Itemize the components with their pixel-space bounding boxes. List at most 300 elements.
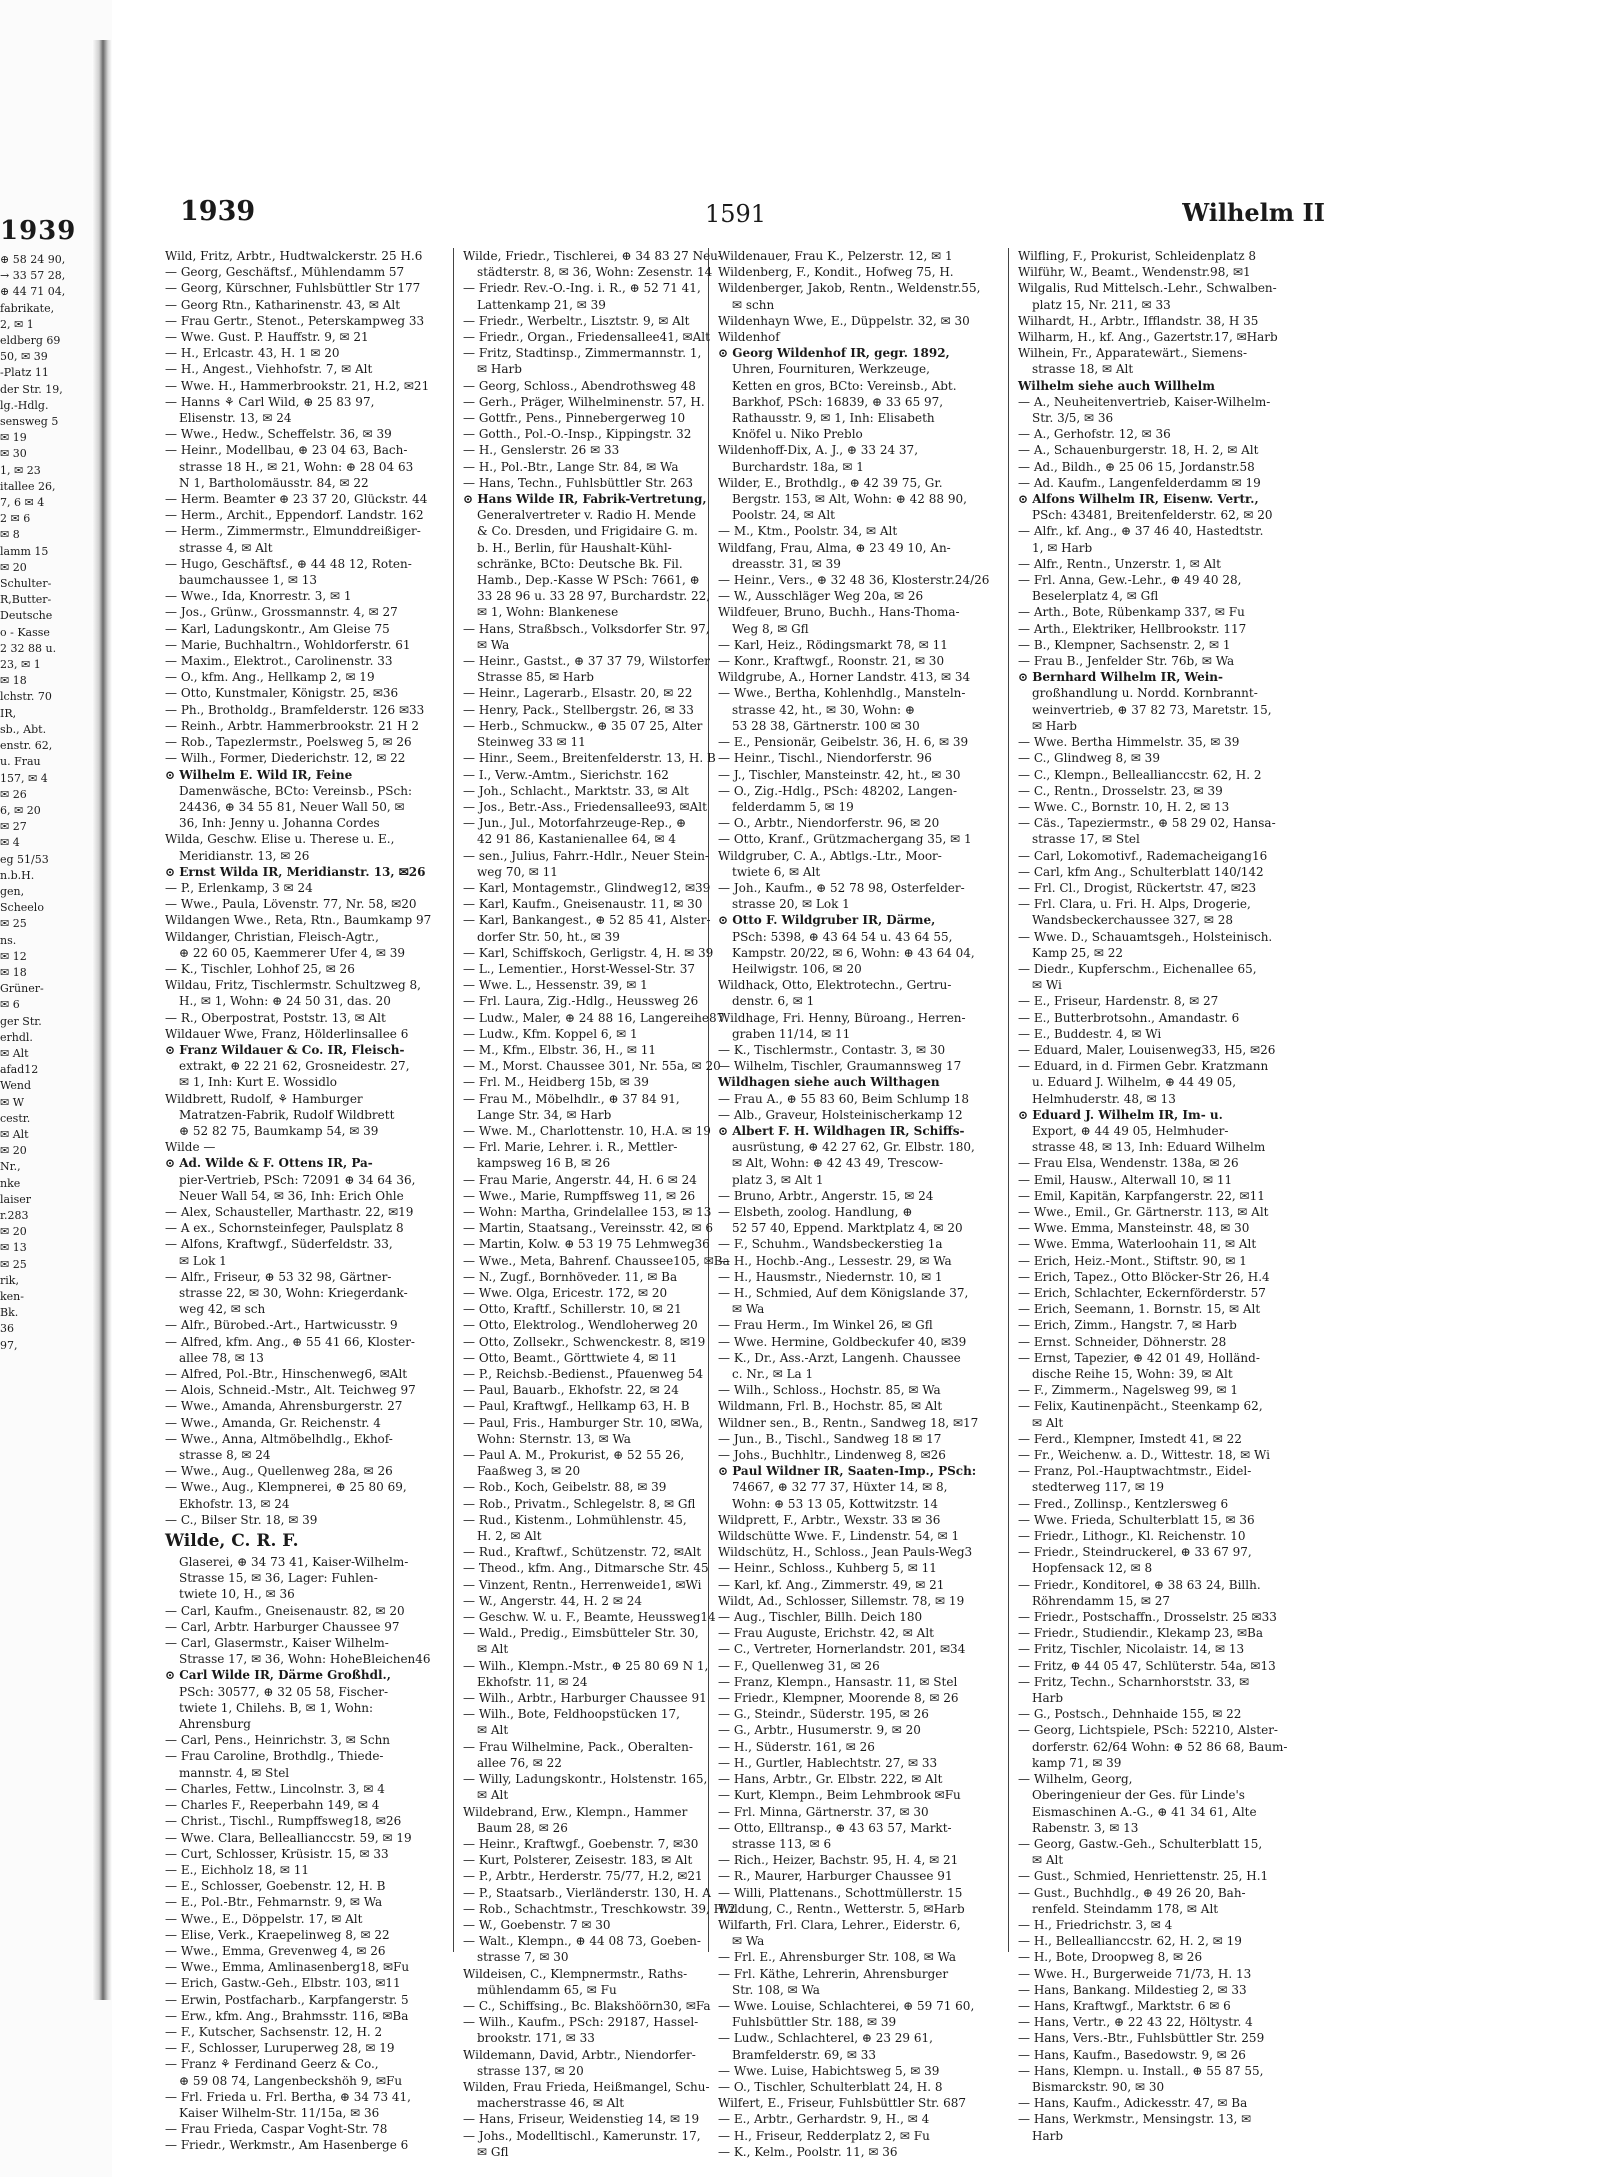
directory-entry: — Wwe., Bertha, Kohlenhdlg., Mansteln- [718,686,966,701]
directory-entry: — F., Schuhm., Wandsbeckerstieg 1a [718,1237,943,1252]
previous-page-line: 50, ✉ 39 [0,350,48,364]
directory-entry: — Karl, Schiffskoch, Gerligstr. 4, H. ✉ 39 [463,945,714,960]
directory-entry: Wildung, C., Rentn., Wetterstr. 5, ✉Harb [718,1901,965,1916]
directory-entry: Bergstr. 153, ✉ Alt, Wohn: ⊕ 42 88 90, [732,492,967,507]
directory-entry: Strasse 85, ✉ Harb [477,670,594,685]
directory-entry: — Gotth., Pol.-O.-Insp., Kippingstr. 32 [463,427,692,442]
previous-page-line: cestr. [0,1111,31,1125]
directory-entry: Hamb., Dep.-Kasse W PSch: 7661, ⊕ [477,573,700,588]
directory-entry: — Jun., B., Tischl., Sandweg 18 ✉ 17 [718,1431,942,1446]
directory-entry: ⊙ Paul Wildner IR, Saaten-Imp., PSch: [718,1464,977,1479]
directory-entry: — H., Schmied, Auf dem Königslande 37, [718,1286,969,1300]
directory-entry: — Heinr., Tischl., Niendorferstr. 96 [718,751,932,766]
directory-entry: — Frau A., ⊕ 55 83 60, Beim Schlump 18 [718,1091,969,1106]
directory-entry: — Paul, Fris., Hamburger Str. 10, ✉Wa, [463,1415,703,1430]
directory-entry: — A., Neuheitenvertrieb, Kaiser-Wilhelm- [1018,394,1271,409]
directory-entry: — Wwe. Louise, Schlachterei, ⊕ 59 71 60, [718,1998,975,2013]
previous-page-line: Schulter- [0,577,52,591]
directory-entry: weg 70, ✉ 11 [477,864,558,879]
directory-entry: — Martin, Kolw. ⊕ 53 19 75 Lehmweg36 [463,1237,710,1252]
directory-entry: Wildenauer, Frau K., Pelzerstr. 12, ✉ 1 [718,249,953,263]
directory-entry: — G., Postsch., Dehnhaide 155, ✉ 22 [1018,1707,1242,1722]
directory-entry: Wildebrand, Erw., Klempn., Hammer [463,1804,688,1819]
directory-entry: — Frau Marie, Angerstr. 44, H. 6 ✉ 24 [463,1172,697,1187]
directory-entry: — Wwe. Bertha Himmelstr. 35, ✉ 39 [1018,735,1240,750]
directory-entry: ⊕ 59 08 74, Langenbeckshöh 9, ✉Fu [179,2073,403,2088]
directory-entry: Wildangen Wwe., Reta, Rtn., Baumkamp 97 [165,913,432,928]
directory-entry: — M., Ktm., Poolstr. 34, ✉ Alt [718,524,898,539]
directory-entry: ✉ Wi [1032,978,1062,993]
previous-page-line: ✉ 30 [0,447,27,461]
directory-entry: ✉ Alt [477,1788,509,1803]
directory-entry: — Vinzent, Rentn., Herrenweide1, ✉Wi [463,1577,702,1592]
directory-entry: — Ad., Bildh., ⊕ 25 06 15, Jordanstr.58 [1018,459,1255,474]
directory-entry: Wilführ, W., Beamt., Wendenstr.98, ✉1 [1018,265,1251,280]
directory-entry: — Ernst. Schneider, Döhnerstr. 28 [1018,1334,1227,1349]
previous-page-line: ✉ 25 [0,917,27,931]
directory-entry: renfeld. Steindamm 178, ✉ Alt [1032,1901,1219,1916]
directory-entry: Bismarckstr. 90, ✉ 30 [1032,2079,1165,2094]
directory-entry: — H., Hochb.-Ang., Lessestr. 29, ✉ Wa [718,1253,952,1268]
directory-page [150,196,1335,2159]
directory-entry: Ekhofstr. 13, ✉ 24 [179,1496,290,1511]
directory-entry: — Georg, Gastw.-Geh., Schulterblatt 15, [1018,1836,1263,1851]
directory-entry: kampsweg 16 B, ✉ 26 [477,1156,611,1171]
directory-entry: — Hans, Bankang. Mildestieg 2, ✉ 33 [1018,1982,1247,1997]
directory-entry: — Gerh., Präger, Wilhelminenstr. 57, H. [463,394,705,409]
directory-entry: strasse 137, ✉ 20 [477,2063,584,2078]
directory-entry: weg 42, ✉ sch [179,1302,266,1317]
previous-page-line: Bk. [0,1306,19,1320]
directory-entry: — Johs., Buchhltr., Lindenweg 8, ✉26 [718,1448,946,1463]
directory-entry: — C., Glindweg 8, ✉ 39 [1018,751,1160,766]
directory-entry: — Diedr., Kupferschm., Eichenallee 65, [1018,961,1257,976]
previous-page-line: ✉ Alt [0,1127,29,1141]
directory-entry: — Wilh., Kaufm., PSch: 29187, Hassel- [463,2015,699,2030]
directory-entry: ⊙ Carl Wilde IR, Därme Großhdl., [165,1668,391,1683]
directory-entry: — Alfons, Kraftwgf., Süderfeldstr. 33, [165,1237,393,1252]
directory-entry: ⊙ Alfons Wilhelm IR, Eisenw. Vertr., [1018,492,1259,507]
directory-entry: — Paul A. M., Prokurist, ⊕ 52 55 26, [463,1448,685,1463]
previous-page-line: afad12 [0,1063,39,1077]
directory-entry: stedterweg 117, ✉ 19 [1032,1480,1164,1495]
directory-entry: — Frau Frieda, Caspar Voght-Str. 78 [165,2122,388,2137]
directory-entry: ✉ Alt [477,1642,509,1657]
directory-entry: — Emil, Kapitän, Karpfangerstr. 22, ✉11 [1018,1188,1265,1203]
directory-entry: — C., Schiffsing., Bc. Blakshöörn30, ✉Fa [463,1998,711,2013]
directory-entry: 52 57 40, Eppend. Marktplatz 4, ✉ 20 [732,1221,963,1236]
directory-entry: Steinweg 33 ✉ 11 [477,735,586,750]
directory-entry: Wildner sen., B., Rentn., Sandweg 18, ✉17 [718,1415,979,1430]
directory-entry: — Carl, Lokomotivf., Rademacheigang16 [1018,848,1268,863]
directory-entry: — Walt., Klempn., ⊕ 44 08 73, Goeben- [463,1934,701,1949]
directory-entry: — Hans, Werkmstr., Mensingstr. 13, ✉ [1018,2112,1252,2127]
directory-entry: Bramfelderstr. 69, ✉ 33 [732,2047,877,2062]
directory-entry: Fuhlsbüttler Str. 188, ✉ 39 [732,2015,897,2030]
directory-entry: — E., Eichholz 18, ✉ 11 [165,1862,310,1877]
directory-entry: Barkhof, PSch: 16839, ⊕ 33 65 97, [732,394,944,409]
previous-page-line: ✉ Alt [0,1046,29,1060]
previous-page-line: 1, ✉ 23 [0,463,41,477]
directory-entry: — Franz, Klempn., Hansastr. 11, ✉ Stel [718,1674,958,1689]
previous-page-line: ✉ 27 [0,820,27,834]
directory-entry: ⊙ Otto F. Wildgruber IR, Därme, [718,913,936,928]
directory-entry: — Heinr., Lagerarb., Elsastr. 20, ✉ 22 [463,686,693,701]
directory-entry: ⊕ 22 60 05, Kaemmerer Ufer 4, ✉ 39 [179,945,406,960]
directory-entry: Wildau, Fritz, Tischlermstr. Schultzweg 8, [165,978,421,993]
directory-entry: — R., Oberpostrat, Poststr. 13, ✉ Alt [165,1010,386,1025]
directory-entry: — Hans, Friseur, Weidenstieg 14, ✉ 19 [463,2112,700,2127]
directory-entry: — Jos., Grünw., Grossmannstr. 4, ✉ 27 [165,605,398,620]
directory-entry: — Ph., Brotholdg., Bramfelderstr. 126 ✉33 [165,702,425,717]
directory-entry: — Wwe. H., Burgerweide 71/73, H. 13 [1018,1966,1252,1981]
directory-entry: — Friedr., Postschaffn., Drosselstr. 25 ✉33 [1018,1610,1277,1625]
directory-entry: macherstrasse 46, ✉ Alt [477,2096,625,2111]
directory-entry: 1, ✉ Harb [1032,540,1093,555]
previous-page-line: Deutsche [0,609,53,623]
book-spine [92,40,112,2000]
directory-entry: strasse 17, ✉ Stel [1032,832,1140,847]
directory-entry: 42 91 86, Kastanienallee 64, ✉ 4 [477,832,676,847]
directory-entry: — Fritz, Tischler, Nicolaistr. 14, ✉ 13 [1018,1642,1245,1657]
directory-entry: — Friedr., Werbeltr., Lisztstr. 9, ✉ Alt [463,313,690,328]
previous-page-line: ✉ 6 [0,998,20,1012]
directory-entry: — Alex, Schausteller, Marthastr. 22, ✉19 [165,1204,414,1219]
directory-entry: — I., Verw.-Amtm., Sierichstr. 162 [463,767,669,782]
previous-page-line: lchstr. 70 [0,690,52,704]
directory-entry: — Rud., Kistenm., Lohmühlenstr. 45, [463,1512,687,1527]
directory-entry: Uhren, Fournituren, Werkzeuge, [732,362,930,377]
directory-entry: Wildfang, Frau, Alma, ⊕ 23 49 10, An- [718,540,951,555]
previous-page-line: 23, ✉ 1 [0,658,41,672]
directory-entry: Harb [1032,1691,1064,1706]
directory-entry: & Co. Dresden, und Frigidaire G. m. [477,524,698,539]
directory-entry: — Theod., kfm. Ang., Ditmarsche Str. 45 [463,1561,709,1576]
page-header [150,196,1335,236]
directory-entry: Matratzen-Fabrik, Rudolf Wildbrett [179,1107,395,1122]
directory-entry: — Alb., Graveur, Holsteinischerkamp 12 [718,1107,963,1122]
directory-entry: H., ✉ 1, Wohn: ⊕ 24 50 31, das. 20 [179,994,391,1009]
directory-entry: — Johs., Modelltischl., Kamerunstr. 17, [463,2128,701,2143]
directory-entry: Wildenhof [718,330,780,345]
directory-entry: ausrüstung, ⊕ 42 27 62, Gr. Elbstr. 180, [732,1140,975,1155]
directory-entry: Eismaschinen A.-G., ⊕ 41 34 61, Alte [1032,1804,1257,1819]
directory-entry: — Frl. Laura, Zig.-Hdlg., Heussweg 26 [463,994,699,1009]
directory-entry: ⊙ Ernst Wilda IR, Meridianstr. 13, ✉26 [165,864,426,879]
directory-entry: — Georg, Lichtspiele, PSch: 52210, Alster- [1018,1723,1278,1738]
directory-entry: — P., Erlenkamp, 3 ✉ 24 [165,880,313,895]
directory-entry: Wohn: ⊕ 53 13 05, Kottwitzstr. 14 [732,1496,939,1511]
directory-entry: Str. 108, ✉ Wa [732,1982,820,1997]
directory-entry: — Erw., kfm. Ang., Brahmsstr. 116, ✉Ba [165,2008,409,2023]
directory-entry: — Heinr., Modellbau, ⊕ 23 04 63, Bach- [165,443,408,458]
directory-entry: weinvertrieb, ⊕ 37 82 73, Maretstr. 15, [1032,702,1272,717]
directory-entry: Kaiser Wilhelm-Str. 11/15a, ✉ 36 [179,2105,380,2120]
directory-entry: — Frl. E., Ahrensburger Str. 108, ✉ Wa [718,1950,957,1965]
directory-entry: — Joh., Kaufm., ⊕ 52 78 98, Osterfelder- [718,880,965,895]
directory-entry: — F., Quellenweg 31, ✉ 26 [718,1658,880,1673]
directory-entry: felderdamm 5, ✉ 19 [732,799,854,814]
previous-page-line: sb., Abt. [0,722,47,736]
directory-entry: Knöfel u. Niko Preblo [732,427,863,442]
directory-entry: — Hans, Arbtr., Gr. Elbstr. 222, ✉ Alt [718,1772,943,1787]
directory-entry: — H., Erlcastr. 43, H. 1 ✉ 20 [165,346,340,361]
directory-entry: ✉ Harb [1032,718,1077,733]
directory-entry: — Alfr., kf. Ang., ⊕ 37 46 40, Hastedtstr. [1018,524,1264,539]
previous-page-line: fabrikate, [0,301,55,315]
directory-entry: Rathausstr. 9, ✉ 1, Inh: Elisabeth [732,411,935,426]
directory-entry: — Frl. M., Heidberg 15b, ✉ 39 [463,1075,649,1090]
directory-entry: — Franz ⚘ Ferdinand Geerz & Co., [165,2057,379,2072]
directory-entry: — R., Maurer, Harburger Chaussee 91 [718,1869,953,1884]
directory-entry: — Carl, Glasermstr., Kaiser Wilhelm- [165,1636,389,1651]
directory-entry: Wildenhoff-Dix, A. J., ⊕ 33 24 37, [718,443,919,458]
directory-entry: — Wwe. Luise, Habichtsweg 5, ✉ 39 [718,2063,940,2078]
directory-entry: — Friedr., Klempner, Moorende 8, ✉ 26 [718,1691,959,1706]
column-divider [1008,248,1009,1952]
directory-entry: — Rob., Privatm., Schlegelstr. 8, ✉ Gfl [463,1496,696,1511]
directory-entry: — L., Lementier., Horst-Wessel-Str. 37 [463,961,696,976]
directory-entry: — Erich, Heiz.-Mont., Stiftstr. 90, ✉ 1 [1018,1253,1247,1268]
directory-entry: ⊙ Franz Wildauer & Co. IR, Fleisch- [165,1042,405,1057]
directory-entry: PSch: 5398, ⊕ 43 64 54 u. 43 64 55, [732,929,953,944]
directory-entry: — Wwe., Anna, Altmöbelhdlg., Ekhof- [165,1431,393,1446]
directory-entry: Wilden, Frau Frieda, Heißmangel, Schu- [463,2079,710,2094]
directory-entry: — Fritz, Stadtinsp., Zimmermannstr. 1, [463,346,702,361]
directory-entry: — Eduard, in d. Firmen Gebr. Kratzmann [1018,1059,1269,1074]
previous-page-edge [0,0,112,2177]
directory-entry: — Hans, Techn., Fuhlsbüttler Str. 263 [463,475,694,490]
directory-entry: Damenwäsche, BCto: Vereinsb., PSch: [179,783,413,798]
directory-entry: dorferstr. 62/64 Wohn: ⊕ 52 86 68, Baum- [1032,1739,1288,1754]
directory-entry: Harb [1032,2128,1064,2143]
directory-entry: — Otto, Elltransp., ⊕ 43 63 57, Markt- [718,1820,952,1835]
directory-entry: — Alfred, kfm. Ang., ⊕ 55 41 66, Kloster- [165,1334,415,1349]
directory-entry: — Otto, Zollsekr., Schwenckestr. 8, ✉19 [463,1334,706,1349]
directory-entry: — C., Rentn., Drosselstr. 23, ✉ 39 [1018,783,1223,798]
directory-entry: Wildschütz, H., Schloss., Jean Pauls-Weg3 [718,1545,973,1560]
directory-entry: — Fr., Weichenw. a. D., Wittestr. 18, ✉ Wi [1018,1448,1270,1463]
directory-entry: ✉ Alt, Wohn: ⊕ 42 43 49, Trescow- [732,1156,944,1171]
directory-entry: — Wwe., Aug., Quellenweg 28a, ✉ 26 [165,1464,393,1479]
previous-page-line: Grüner- [0,982,44,996]
directory-entry: — Rud., Kraftwf., Schützenstr. 72, ✉Alt [463,1545,702,1560]
directory-entry: — Wwe. C., Bornstr. 10, H. 2, ✉ 13 [1018,799,1230,814]
directory-entry: ⊙ Ad. Wilde & F. Ottens IR, Pa- [165,1156,373,1171]
directory-entry: — H., Friedrichstr. 3, ✉ 4 [1018,1917,1173,1932]
previous-page-line: eg 51/53 [0,852,49,866]
directory-entry: — Karl, kf. Ang., Zimmerstr. 49, ✉ 21 [718,1577,945,1592]
previous-page-line: 7, 6 ✉ 4 [0,496,45,510]
directory-entry: allee 76, ✉ 22 [477,1755,562,1770]
directory-entry: Wildemann, David, Arbtr., Niendorfer- [463,2047,696,2062]
directory-entry: Wilhardt, H., Arbtr., Ifflandstr. 38, H 35 [1018,313,1259,328]
directory-entry: — Bruno, Arbtr., Angerstr. 15, ✉ 24 [718,1188,934,1203]
directory-entry: Wildanger, Christian, Fleisch-Agtr., [165,929,379,944]
previous-page-line: -Platz 11 [0,366,49,380]
directory-entry: — J., Tischler, Mansteinstr. 42, ht., ✉ 30 [718,767,961,782]
directory-entry: — C., Klempn., Belleallianccstr. 62, H. 2 [1018,767,1262,782]
previous-page-line: n.b.H. [0,868,35,882]
directory-entry: — P., Arbtr., Herderstr. 75/77, H.2, ✉21 [463,1869,703,1884]
directory-entry: — Otto, Kraftf., Schillerstr. 10, ✉ 21 [463,1302,682,1317]
directory-entry: — Wwe. Olga, Ericestr. 172, ✉ 20 [463,1286,668,1300]
directory-entry: — Wwe., Marie, Rumpffsweg 11, ✉ 26 [463,1188,696,1203]
directory-entry: Wild, Fritz, Arbtr., Hudtwalckerstr. 25 H.6 [165,249,423,263]
directory-entry: — Elise, Verk., Kraepelinweg 8, ✉ 22 [165,1927,390,1942]
page-number: 1591 [705,200,767,228]
directory-entry: — Wilh., Arbtr., Harburger Chaussee 91 [463,1691,707,1706]
directory-entry: Kamp 25, ✉ 22 [1032,945,1124,960]
directory-entry: — E., Buddestr. 4, ✉ Wi [1018,1026,1162,1041]
directory-entry: — Frau Auguste, Erichstr. 42, ✉ Alt [718,1626,934,1641]
directory-entry: — Henry, Pack., Stellbergstr. 26, ✉ 33 [463,702,694,717]
previous-page-line: 2 32 88 u. [0,641,57,655]
previous-page-line: IR, [0,706,17,720]
directory-entry: — C., Bilser Str. 18, ✉ 39 [165,1512,318,1527]
previous-page-line: 2, ✉ 1 [0,317,34,331]
previous-page-line: ✉ 13 [0,1241,27,1255]
directory-entry: Wilfling, F., Prokurist, Schleidenplatz 8 [1018,249,1257,263]
directory-entry: — H., Pol.-Btr., Lange Str. 84, ✉ Wa [463,459,679,474]
directory-entry: N 1, Bartholomäusstr. 84, ✉ 22 [179,475,369,490]
directory-entry: Strasse 15, ✉ 36, Lager: Fuhlen- [179,1571,378,1586]
directory-entry: strasse 113, ✉ 6 [732,1836,832,1851]
directory-entry: — A., Schauenburgerstr. 18, H. 2, ✉ Alt [1018,443,1259,458]
directory-entry: ⊕ 52 82 75, Baumkamp 54, ✉ 39 [179,1123,379,1138]
directory-entry: — Georg Rtn., Katharinenstr. 43, ✉ Alt [165,297,401,312]
directory-entry: Wildhack, Otto, Elektrotechn., Gertru- [718,978,952,993]
directory-entry: — Hans, Kaufm., Adickesstr. 47, ✉ Ba [1018,2096,1248,2111]
directory-entry: denstr. 6, ✉ 1 [732,994,815,1009]
previous-page-line: ✉ 20 [0,1144,27,1158]
directory-entry: dreasstr. 31, ✉ 39 [732,556,841,571]
directory-entry: schränke, BCto: Deutsche Bk. Fil. [477,556,683,571]
directory-entry: — Paul, Bauarb., Ekhofstr. 22, ✉ 24 [463,1383,679,1398]
directory-entry: — Fritz, Techn., Scharnhorststr. 33, ✉ [1018,1674,1250,1689]
directory-entry: ✉ Alt [1032,1415,1064,1430]
previous-page-line: der Str. 19, [0,382,63,396]
directory-entry: ⊙ Hans Wilde IR, Fabrik-Vertretung, [463,492,707,507]
directory-entry: — A ex., Schornsteinfeger, Paulsplatz 8 [165,1221,404,1236]
directory-entry: — Jos., Betr.-Ass., Friedensallee93, ✉Alt [463,799,707,814]
directory-entry: 74667, ⊕ 32 77 37, Hüxter 14, ✉ 8, [732,1480,948,1495]
directory-entry: — Ernst, Tapezier, ⊕ 42 01 49, Holländ- [1018,1350,1260,1365]
previous-page-line: lg.-Hdlg. [0,398,49,412]
directory-entry: — M., Morst. Chaussee 301, Nr. 55a, ✉ 20 [463,1059,721,1074]
directory-entry: Wilde — [165,1140,216,1155]
directory-entry: b. H., Berlin, für Haushalt-Kühl- [477,540,672,555]
directory-entry: Wilder, E., Brothdlg., ⊕ 42 39 75, Gr. [718,475,943,490]
directory-entry: — Karl, Ladungskontr., Am Gleise 75 [165,621,390,636]
previous-page-line: 97, [0,1338,18,1352]
directory-entry: — Frau M., Möbelhdlr., ⊕ 37 84 91, [463,1091,680,1106]
directory-entry: strasse 4, ✉ Alt [179,540,273,555]
directory-entry: Helmhuderstr. 48, ✉ 13 [1032,1091,1176,1106]
directory-entry: — Hans, Klempn. u. Install., ⊕ 55 87 55, [1018,2063,1264,2078]
directory-entry: — Karl, Heiz., Rödingsmarkt 78, ✉ 11 [718,637,948,652]
directory-entry: Wildmann, Frl. B., Hochstr. 85, ✉ Alt [718,1399,943,1414]
directory-entry: — Wwe., Amanda, Ahrensburgerstr. 27 [165,1399,403,1414]
previous-page-line: 2 ✉ 6 [0,512,31,526]
directory-entry: Wildenhayn Wwe, E., Düppelstr. 32, ✉ 30 [718,313,970,328]
directory-entry: — Hans, Kraftwgf., Marktstr. 6 ✉ 6 [1018,1998,1231,2013]
previous-page-line: u. Frau [0,755,41,769]
directory-entry: — Alfr., Bürobed.-Art., Hartwicusstr. 9 [165,1318,398,1333]
directory-entry: — Paul, Kraftwgf., Hellkamp 63, H. B [463,1399,690,1414]
directory-entry: — O., kfm. Ang., Hellkamp 2, ✉ 19 [165,670,375,685]
directory-entry: — Geschw. W. u. F., Beamte, Heussweg14 [463,1610,716,1625]
directory-entry: Wildhage, Fri. Henny, Büroang., Herren- [718,1010,966,1025]
directory-entry: — O., Zig.-Hdlg., PSch: 48202, Langen- [718,783,958,798]
directory-entry: — Wwe., Ida, Knorrestr. 3, ✉ 1 [165,589,352,604]
directory-entry: brookstr. 171, ✉ 33 [477,2031,595,2046]
previous-page-line: erhdl. [0,1030,33,1044]
directory-entry: — H., Friseur, Redderplatz 2, ✉ Fu [718,2128,930,2143]
directory-entry: Wilhein, Fr., Apparatewärt., Siemens- [1018,346,1248,361]
directory-entry: Wilde, Friedr., Tischlerei, ⊕ 34 83 27 Neu- [463,249,722,263]
directory-entry: städterstr. 8, ✉ 36, Wohn: Zesenstr. 14 [477,265,713,280]
previous-page-line: laiser [0,1192,32,1206]
directory-entry: — Wwe. H., Hammerbrookstr. 21, H.2, ✉21 [165,378,430,393]
previous-page-line: ✉ 4 [0,836,20,850]
directory-entry: — B., Klempner, Sachsenstr. 2, ✉ 1 [1018,637,1231,652]
directory-entry: — K., Kelm., Poolstr. 11, ✉ 36 [718,2144,898,2159]
directory-entry: Wildbrett, Rudolf, ⚘ Hamburger [165,1091,363,1106]
directory-entry: Wildfeuer, Bruno, Buchh., Hans-Thoma- [718,605,960,620]
directory-entry: — E., Pol.-Btr., Fehmarnstr. 9, ✉ Wa [165,1895,383,1910]
directory-entry: 33 28 96 u. 33 28 97, Burchardstr. 22, [477,589,711,604]
directory-entry: — Wwe., Hedw., Scheffelstr. 36, ✉ 39 [165,427,392,442]
directory-entry: — Wwe. L., Hessenstr. 39, ✉ 1 [463,978,648,993]
directory-entry: ✉ Gfl [477,2144,509,2159]
previous-page-line: ✉ 20 [0,560,27,574]
column-divider [453,248,454,1952]
directory-entry: — Wilh., Klempn.-Mstr., ⊕ 25 80 69 N 1, [463,1658,709,1673]
directory-entry: — Felix, Kautinenpächt., Steenkamp 62, [1018,1399,1263,1414]
directory-entry: Ketten en gros, BCto: Vereinsb., Abt. [732,378,957,393]
directory-entry: Poolstr. 24, ✉ Alt [732,508,835,523]
previous-page-line: r.283 [0,1208,29,1222]
directory-entry: Hopfensack 12, ✉ 8 [1032,1561,1153,1576]
directory-entry: — W., Ausschläger Weg 20a, ✉ 26 [718,589,924,604]
directory-entry: — Konr., Kraftwgf., Roonstr. 21, ✉ 30 [718,654,945,669]
directory-entry: pier-Vertrieb, PSch: 72091 ⊕ 34 64 36, [179,1172,416,1187]
directory-entry: — F., Schlosser, Luruperweg 28, ✉ 19 [165,2041,395,2056]
directory-entry: ⊙ Bernhard Wilhelm IR, Wein- [1018,670,1223,685]
previous-page-line: ✉ 12 [0,949,27,963]
directory-entry: Meridianstr. 13, ✉ 26 [179,848,310,863]
directory-entry: u. Eduard J. Wilhelm, ⊕ 44 49 05, [1032,1075,1237,1090]
directory-entry: — Hugo, Geschäftsf., ⊕ 44 48 12, Roten- [165,556,412,571]
directory-entry: — H., Angest., Viehhofstr. 7, ✉ Alt [165,362,373,377]
directory-entry: — Wwe., Emil., Gr. Gärtnerstr. 113, ✉ Alt [1018,1204,1269,1219]
directory-entry: strasse 8, ✉ 24 [179,1448,271,1463]
directory-entry: Faaßweg 3, ✉ 20 [477,1464,581,1479]
directory-entry: mannstr. 4, ✉ Stel [179,1765,290,1780]
directory-entry: — Carl, Pens., Heinrichstr. 3, ✉ Schn [165,1733,391,1748]
directory-entry: — Cäs., Tapeziermstr., ⊕ 58 29 02, Hansa- [1018,816,1276,831]
directory-entry: — Frl. Minna, Gärtnerstr. 37, ✉ 30 [718,1804,929,1819]
directory-entry: — Wilhelm, Tischler, Graumannsweg 17 [718,1059,962,1074]
directory-entry: — H., Genslerstr. 26 ✉ 33 [463,443,620,458]
directory-entry: — Alois, Schneid.-Mstr., Alt. Teichweg 97 [165,1383,416,1398]
directory-entry: — Wwe., Emma, Grevenweg 4, ✉ 26 [165,1943,386,1958]
directory-entry: — Georg, Kürschner, Fuhlsbüttler Str 177 [165,281,421,296]
directory-entry: Wildenberger, Jakob, Rentn., Weldenstr.55, [718,281,981,296]
previous-page-line: ⊕ 58 24 90, [0,253,66,266]
directory-entry: Export, ⊕ 44 49 05, Helmhuder- [1032,1123,1229,1138]
